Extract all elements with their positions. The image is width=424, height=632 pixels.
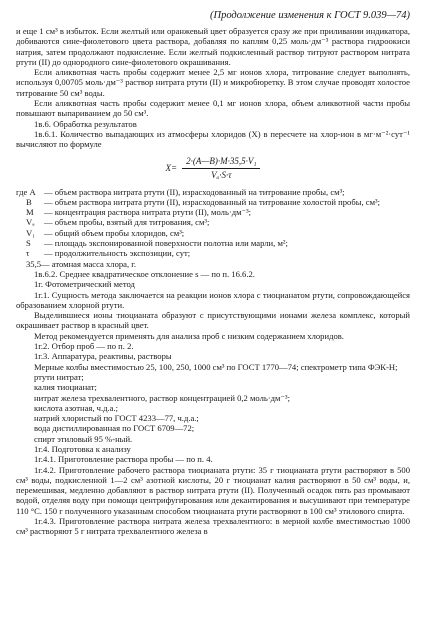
legend-row <box>16 187 410 197</box>
legend-intro: где A <box>16 186 36 197</box>
formula-legend <box>16 187 410 269</box>
paragraph: 1г.4.2. Приготовление рабочего раствора тиоцианата ртути: 35 г тиоцианата ртути растворяют в 500 см³ воды, подкисленной 1—2 см³ азотной кислоты, 20 г тиоцианат калия растворяют в 50 см³ воды, и, перемешивая, медленно добавляют в раствор нитрата ртути (II). Полученный осадок пять раз промывают водой, отделяя воду при помощи центрифугирования или декантирования и высушивают при температуре 110 °С. 150 г полученного указанным способом тиоцианата ртути растворяют в 100 см³ этилового спирта. <box>16 464 410 516</box>
list-item: калия тиоцианат; <box>34 382 97 393</box>
paragraph: 1г.4.1. Приготовление раствора пробы — по п. 4. <box>34 454 213 465</box>
formula-lhs: X= <box>165 162 178 173</box>
legend-row <box>16 207 410 217</box>
paragraph: Выделившиеся ионы тиоцианата образуют с присутствующими ионами железа комплекс, который окрашивает раствор в красный цвет. <box>16 310 410 331</box>
reagent-list <box>34 372 410 444</box>
page-header: (Продолжение изменения к ГОСТ 9.039—74) <box>209 10 410 21</box>
legend-row <box>16 259 410 269</box>
legend-symbol: V₁ <box>26 227 36 238</box>
legend-row <box>16 197 410 207</box>
list-item: кислота азотная, ч.д.а.; <box>34 402 118 413</box>
legend-text: — продолжительность экспозиции, сут; <box>44 248 191 259</box>
legend-symbol: τ <box>26 248 30 259</box>
list-item: вода дистиллированная по ГОСТ 6709—72; <box>34 423 195 434</box>
formula-numerator: 2·(A—B)·M·35,5·V₁ <box>182 156 260 169</box>
legend-text: — объем раствора нитрата ртути (II), израсходованный на титрование пробы, см³; <box>44 186 345 197</box>
legend-row <box>16 228 410 238</box>
formula-denominator: Vₐ·S·τ <box>211 169 232 180</box>
list-item: натрий хлористый по ГОСТ 4233—77, ч.д.а.; <box>34 413 199 424</box>
legend-symbol: Vₐ <box>26 217 35 228</box>
paragraph: Метод рекомендуется применять для анализа проб с низким содержанием хлоридов. <box>34 330 344 341</box>
legend-tail: 35,5— атомная масса хлора, г. <box>26 258 136 269</box>
paragraph: 1г.2. Отбор проб — по п. 2. <box>34 341 134 352</box>
legend-row <box>16 238 410 248</box>
formula <box>16 154 410 182</box>
legend-symbol: M <box>26 207 34 218</box>
paragraph: 1в.6.2. Среднее квадратическое отклонение s — по п. 16.6.2. <box>34 268 255 279</box>
paragraph: Если аликвотная часть пробы содержит менее 0,1 мг ионов хлора, объем аликвотной части пробы повышают выпариванием до 50 см³. <box>16 98 410 119</box>
legend-symbol: B <box>26 196 32 207</box>
legend-row <box>16 248 410 258</box>
section-heading: 1в.6. Обработка результатов <box>34 118 137 129</box>
section-heading: 1г. Фотометрический метод <box>34 279 135 290</box>
formula-fraction <box>182 156 260 180</box>
legend-text: — объем пробы, взятый для титрования, см³; <box>44 217 210 228</box>
legend-row <box>16 217 410 227</box>
legend-text: — концентрация раствора нитрата ртути (II), моль·дм⁻³; <box>44 207 252 218</box>
paragraph: Мерные колбы вместимостью 25, 100, 250, 1000 см³ по ГОСТ 1770—74; спектрометр типа ФЭК-Н; <box>34 361 398 372</box>
legend-text: — объем раствора нитрата ртути (II), израсходованный на титрование холостой пробы, см³; <box>44 196 380 207</box>
paragraph: 1в.6.1. Количество выпадающих из атмосферы хлоридов (X) в пересчете на хлор-ион в мг·м⁻²·сут⁻¹ вычисляют по формуле <box>16 128 410 150</box>
section-heading: 1г.3. Аппаратура, реактивы, растворы <box>34 351 172 362</box>
list-item: нитрат железа трехвалентного, раствор концентрацией 0,2 моль·дм⁻³; <box>34 392 290 403</box>
paragraph: Если аликвотная часть пробы содержит менее 2,5 мг ионов хлора, титрование следует выполнять, используя 0,00705 моль·дм⁻³ раствор нитрата ртути (II) и микробюретку. В этом случае проводят холостое титрование 50 см³ воды. <box>16 67 410 98</box>
list-item: спирт этиловый 95 %-ный. <box>34 433 133 444</box>
paragraph: и еще 1 см³ в избыток. Если желтый или оранжевый цвет образуется сразу же при приливании индикатора, добиваются сине-фиолетового цвета раствора, добавляя по каплям 0,25 моль·дм⁻³ раствора гидроокиси натрия, затем продолжают подкисление. Если желтый подкисленный раствор титруют раствором нитрата ртути (II) до однородного сине-фиолетового окрашивания. <box>16 26 410 67</box>
paragraph: 1г.4.3. Приготовление раствора нитрата железа трехвалентного: в мерной колбе вместимостью 1000 см³ растворяют 5 г нитрата трехвалентного железа в <box>16 516 410 537</box>
paragraph: 1г.1. Сущность метода заключается на реакции ионов хлора с тиоцианатом ртути, сопровождающейся образованием хлорной ртути. <box>16 289 410 310</box>
legend-symbol: S <box>26 238 31 249</box>
section-heading: 1г.4. Подготовка к анализу <box>34 443 131 454</box>
list-item: ртути нитрат; <box>34 371 84 382</box>
legend-text: — общий объем пробы хлоридов, см³; <box>44 227 185 238</box>
legend-text: — площадь экспонированной поверхности полотна или марли, м²; <box>44 238 288 249</box>
